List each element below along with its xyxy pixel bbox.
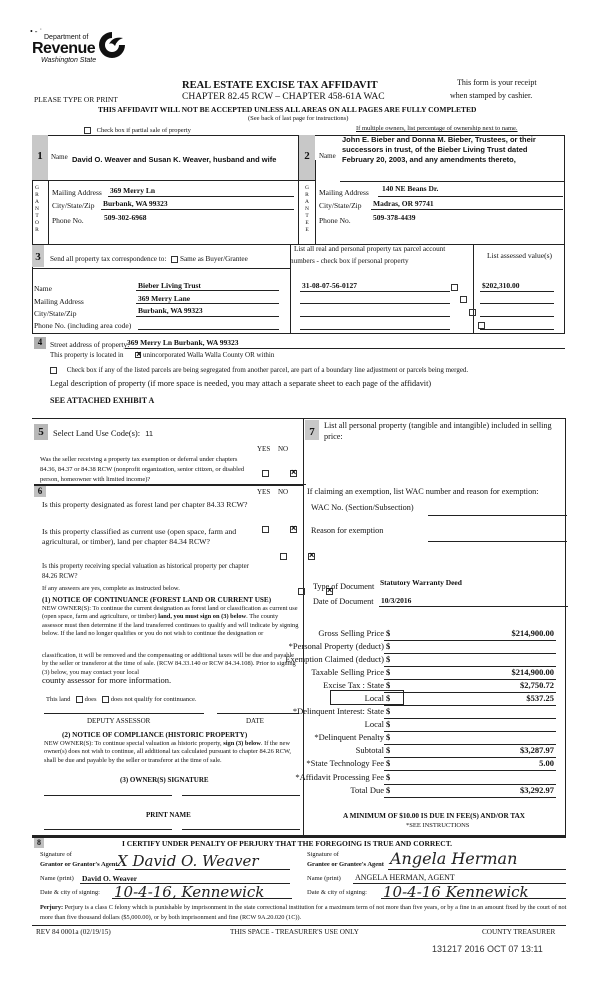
parcel-line: [300, 329, 450, 330]
same-as-grantee-checkbox[interactable]: [171, 256, 178, 263]
legal-label: Legal description of property (if more space is needed, you may attach a separate sheet to each page of the affidavit): [50, 379, 432, 388]
correspondence-label: Send all property tax correspondence to:: [50, 255, 167, 263]
notice1-p2: . The county assessor must then determine if the land transferred continues to qualify and will indicate by signing below. If the land no longer qualifies or you do not wish to continue the designation or: [42, 613, 299, 637]
fee-label: Subtotal: [355, 745, 384, 755]
notice1-title: (1) NOTICE OF CONTINUANCE (FOREST LAND OR CURRENT USE): [42, 596, 272, 604]
exemption-label: If claiming an exemption, list WAC number and reason for exemption:: [307, 487, 539, 496]
corr-phone-label: Phone No. (including area code): [34, 321, 132, 330]
fee-currency: $: [386, 628, 391, 638]
print-name-line-2[interactable]: [182, 829, 300, 830]
same-as-grantee-label: Same as Buyer/Grantee: [179, 255, 248, 263]
grantee-city[interactable]: Madras, OR 97741: [373, 199, 434, 208]
notice1-p3: classification, it will be removed and the compensating or additional taxes will be due and payable by the seller or transferor at the time of sale. (RCW 84.33.140 or RCW 84.34.108). Prior to signing (3) below, you may contact your local: [42, 652, 296, 676]
fee-line: [384, 770, 556, 771]
grantee-sig-label-1: Signature of: [307, 851, 339, 858]
grantor-city[interactable]: Burbank, WA 99323: [103, 199, 168, 208]
fee-currency: $: [386, 758, 391, 768]
personal-property-checkbox[interactable]: [451, 284, 458, 291]
section-3-number: 3: [35, 251, 41, 263]
grantee-date[interactable]: 10-4-16 Kennewick: [383, 883, 529, 901]
s6-question: Is this property classified as current use (open space, farm and agricultural, or timber), land per chapter 84.34 RCW?: [42, 527, 237, 546]
fee-currency: $: [386, 693, 391, 703]
grantee-phone-label: Phone No.: [319, 216, 351, 225]
s6-no-checkbox[interactable]: [290, 526, 297, 533]
s7-rule: [303, 484, 306, 485]
assessed-line: [480, 316, 554, 317]
notice1-p4: county assessor for more information.: [42, 675, 172, 685]
grantor-sig-label-2: Grantor or Grantor's Agent: [40, 861, 118, 868]
grantee-date-label: Date & city of signing:: [307, 889, 367, 896]
fee-value[interactable]: $3,287.97: [520, 745, 554, 755]
street-line: [125, 348, 565, 349]
grantee-side-letter: R: [305, 192, 309, 198]
grantee-name-print-label: Name (print): [307, 875, 341, 882]
grantee-side-letter: T: [305, 213, 309, 219]
street-value[interactable]: 369 Merry Ln Burbank, WA 99323: [127, 338, 239, 347]
fee-value[interactable]: $214,900.00: [511, 628, 554, 638]
partial-sale-label: Check box if partial sale of property: [96, 127, 191, 134]
logo-line1: Department of: [44, 34, 89, 41]
fee-label: Total Due: [350, 785, 384, 795]
grantor-side-letter: R: [35, 192, 39, 198]
personal-property-checkbox[interactable]: [478, 322, 485, 329]
fee-value[interactable]: $2,750.72: [520, 680, 554, 690]
grantee-sig-label-2: Grantee or Grantee's Agent: [307, 861, 384, 868]
qualify-does-checkbox[interactable]: [76, 696, 83, 703]
s6-yes-checkbox[interactable]: [280, 553, 287, 560]
parcel-header-1: List all real and personal property tax parcel account: [294, 245, 446, 253]
legal-value[interactable]: SEE ATTACHED EXHIBIT A: [50, 396, 155, 405]
section-7-number: 7: [309, 426, 315, 438]
treasurer-space: THIS SPACE - TREASURER'S USE ONLY: [230, 928, 359, 936]
grantor-city-label: City/State/Zip: [52, 201, 95, 210]
fee-row: [306, 732, 556, 745]
grantee-side-letter: E: [305, 220, 309, 226]
corr-name[interactable]: Bieber Living Trust: [138, 281, 201, 290]
wac-label: WAC No. (Section/Subsection): [311, 503, 414, 512]
land-use-label: [53, 428, 153, 438]
fee-line: [384, 797, 556, 798]
multiple-owners-note: If multiple owners, list percentage of ownership next to name.: [356, 125, 518, 132]
s6-question: Is this property designated as forest land per chapter 84.33 RCW?: [42, 500, 248, 509]
corr-mailing-label: Mailing Address: [34, 297, 84, 306]
fee-label: *Affidavit Processing Fee: [295, 772, 384, 782]
assessed-divider: [473, 244, 474, 334]
grantee-side-label: [303, 185, 311, 234]
date-label: DATE: [246, 717, 264, 725]
grantee-city-line: [371, 209, 563, 210]
grantee-phone[interactable]: 509-378-4439: [373, 213, 416, 222]
right-border: [565, 418, 566, 836]
grantor-side-letter: R: [35, 227, 39, 233]
notice2-p2: . If the new owner(s) does not wish to continue, all additional tax calculated pursuant to chapter 84.26 RCW, shall be due and payable by the seller or transferor at the time of sale.: [44, 740, 291, 764]
corr-name-label: Name: [34, 284, 52, 293]
minimum-note: A MINIMUM OF $10.00 IS DUE IN FEE(S) AND/OR TAX: [343, 812, 525, 820]
perjury-bold: Perjury:: [40, 904, 64, 911]
fee-label: Excise Tax : State: [323, 680, 384, 690]
located-row: [50, 351, 274, 359]
notice1-bold: land, you must sign on (3) below: [158, 613, 247, 621]
county-treasurer: COUNTY TREASURER: [482, 928, 556, 936]
logo-line3: Washington State: [41, 57, 97, 64]
fee-label: *Delinquent Interest: State: [292, 706, 384, 716]
receipt-note-2: when stamped by cashier.: [450, 91, 533, 100]
assessed-value[interactable]: $202,310.00: [482, 281, 520, 290]
grantor-side-label: [33, 185, 41, 234]
section-2-number: 2: [304, 150, 310, 162]
scan-specks: • - ˙: [30, 27, 43, 36]
grantor-date-label: Date & city of signing:: [40, 889, 100, 896]
grantor-sig-label-1: Signature of: [40, 851, 72, 858]
grantor-signature[interactable]: X David O. Weaver: [117, 852, 259, 870]
located-checkbox[interactable]: [135, 352, 141, 358]
grantee-sig-line: [388, 869, 566, 870]
corr-phone-line[interactable]: [138, 329, 279, 330]
fee-currency: $: [386, 654, 391, 664]
form-subtitle: CHAPTER 82.45 RCW – CHAPTER 458-61A WAC: [182, 92, 385, 102]
owner-sig-line-1[interactable]: [44, 795, 172, 796]
assessed-header: List assessed value(s): [487, 251, 552, 260]
parcel-number[interactable]: 31-08-07-56-0127: [302, 281, 357, 290]
assessed-line: [480, 303, 554, 304]
grantee-side-letter: A: [305, 199, 309, 205]
s6-yes-checkbox[interactable]: [298, 588, 305, 595]
grantee-city-label: City/State/Zip: [319, 201, 362, 210]
partial-sale-row: [84, 127, 191, 134]
s5-no-checkbox[interactable]: [290, 470, 297, 477]
grantee-signature[interactable]: Angela Herman: [390, 849, 518, 868]
grantor-mailing-label: Mailing Address: [52, 188, 102, 197]
grantor-name-print-label: Name (print): [40, 875, 74, 882]
grantee-header-rule: [299, 180, 315, 181]
fee-label: Local: [364, 693, 384, 703]
fee-currency: $: [386, 719, 391, 729]
located-label: This property is located in: [50, 351, 124, 359]
s5-yes-checkbox[interactable]: [262, 470, 269, 477]
s6-question: Is this property receiving special valuation as historical property per chapter 84.26 RCW?: [42, 563, 249, 580]
fee-value[interactable]: 5.00: [539, 758, 554, 768]
grantee-name-label: Name: [319, 152, 336, 160]
perjury-text: Perjury is a class C felony which is punishable by imprisonment in the state correctional institution for a maximum term of not more than five years, or by a fine in an amount fixed by the court of not more than five thousand dollars ($5,000.00), or by both imprisonment and fine (RCW 9A.20.020 (1C)).: [40, 904, 567, 921]
if-yes-note: If any answers are yes, complete as instructed below.: [42, 585, 180, 592]
grantee-top-rule: [340, 181, 565, 182]
fee-row: [306, 680, 556, 693]
s6-yes-checkbox[interactable]: [262, 526, 269, 533]
deputy-line[interactable]: [44, 713, 204, 714]
section-4-number: 4: [37, 337, 43, 347]
grantor-header-rule: [32, 180, 298, 181]
segregated-row: [50, 366, 468, 374]
parcel-header-2: numbers - check box if personal property: [290, 257, 409, 265]
notice1-p1: NEW OWNER(S): To continue the current designation as forest land or classification as current use (open space, farm and agriculture, or timber): [42, 605, 298, 621]
grantee-mailing-line: [378, 196, 563, 197]
perjury-note: [40, 903, 568, 923]
fee-label: Local: [364, 719, 384, 729]
segregated-checkbox[interactable]: [50, 367, 57, 374]
fee-label: Taxable Selling Price: [311, 667, 384, 677]
qualify-prefix: This land: [46, 696, 71, 703]
fee-value[interactable]: $3,292.97: [520, 785, 554, 795]
print-name-line-1[interactable]: [44, 829, 172, 830]
doc-type-label: Type of Document: [313, 582, 375, 591]
located-value: unincorporated Walla Walla County OR within: [142, 351, 275, 359]
s5-s6-rule: [34, 484, 303, 486]
fee-currency: $: [386, 706, 391, 716]
section-5-number: 5: [38, 426, 44, 438]
grantor-sig-line: [115, 869, 290, 870]
grantor-side-letter: O: [35, 220, 39, 226]
qualify-does-not-label: does not qualify for continuance.: [110, 696, 197, 703]
section-3-header-rule: [32, 268, 290, 269]
grantee-date-line: [381, 898, 566, 899]
corr-mailing[interactable]: 369 Merry Lane: [138, 294, 191, 303]
fee-row: [292, 706, 556, 719]
corr-city-line: [136, 316, 279, 317]
fee-row: [306, 785, 556, 798]
grantee-name-line-3: February 20, 2003, and any amendments thereto,: [342, 155, 516, 164]
owner-sig-label: (3) OWNER(S) SIGNATURE: [120, 776, 209, 784]
section-8-number: 8: [37, 838, 41, 847]
fee-currency: $: [386, 667, 391, 677]
fee-currency: $: [386, 641, 391, 651]
fee-label: Exemption Claimed (deduct): [285, 654, 384, 664]
cashier-stamp: 131217 2016 OCT 07 13:11: [432, 944, 543, 954]
section-6-number: 6: [37, 486, 43, 496]
fee-currency: $: [386, 745, 391, 755]
grantee-side-letter: E: [305, 227, 309, 233]
land-use-code[interactable]: 11: [145, 429, 154, 438]
qualify-row: [46, 696, 197, 703]
wac-line[interactable]: [428, 515, 567, 516]
logo-line2: Revenue: [32, 40, 96, 57]
grantor-side-letter: A: [35, 199, 39, 205]
section-1-number: 1: [37, 150, 43, 162]
parcel-line: [300, 303, 450, 304]
fee-value[interactable]: $214,900.00: [511, 667, 554, 677]
s6-yes-header: YES: [257, 488, 271, 496]
grantee-side-letter: N: [305, 206, 309, 212]
grantee-mailing-label: Mailing Address: [319, 188, 369, 197]
grantor-mailing-line: [108, 196, 294, 197]
reason-line[interactable]: [428, 541, 567, 542]
reason-label: Reason for exemption: [311, 526, 384, 535]
notice2-title: (2) NOTICE OF COMPLIANCE (HISTORIC PROPERTY): [62, 731, 248, 739]
fee-label: *Delinquent Penalty: [314, 732, 384, 742]
owner-sig-line-2[interactable]: [182, 795, 300, 796]
dor-swirl-icon: [97, 30, 127, 60]
grantee-side-letter: G: [305, 185, 309, 191]
parcel-line: [300, 291, 450, 292]
fee-label: *State Technology Fee: [306, 758, 384, 768]
grantor-phone-label: Phone No.: [52, 216, 84, 225]
notice2-bold: sign (3) below: [223, 740, 261, 747]
fee-currency: $: [386, 785, 391, 795]
grantor-side-letter: G: [35, 185, 39, 191]
fee-row: [306, 719, 556, 732]
segregated-label: Check box if any of the listed parcels are being segregated from another parcel, are part of a boundary line adjustment or parcels being merged.: [66, 366, 469, 374]
corr-mailing-line: [136, 303, 279, 304]
fee-currency: $: [386, 732, 391, 742]
land-use-label-text: Select Land Use Code(s):: [53, 428, 141, 438]
grantor-name-label: Name: [51, 153, 68, 161]
partial-sale-checkbox[interactable]: [84, 127, 91, 134]
fee-row: [295, 772, 556, 785]
grantor-name[interactable]: David O. Weaver and Susan K. Weaver, husband and wife: [72, 155, 277, 164]
fee-row: [306, 693, 556, 706]
grantor-city-line: [101, 209, 294, 210]
date-line[interactable]: [217, 713, 299, 714]
fee-row: [306, 758, 556, 771]
corr-city[interactable]: Burbank, WA 99323: [138, 306, 203, 315]
doc-date-label: Date of Document: [313, 597, 374, 606]
fee-row: [306, 745, 556, 758]
fee-row: [288, 641, 556, 654]
fee-currency: $: [386, 680, 391, 690]
footer-rule: [32, 925, 566, 926]
form-title: REAL ESTATE EXCISE TAX AFFIDAVIT: [182, 80, 378, 91]
grantee-name-print[interactable]: ANGELA HERMAN, AGENT: [355, 873, 455, 882]
grantor-side-rule: [48, 180, 49, 245]
grantor-name-print[interactable]: David O. Weaver: [82, 874, 138, 883]
section7-label: List all personal property (tangible and intangible) included in selling price:: [324, 421, 552, 441]
warning-text: THIS AFFIDAVIT WILL NOT BE ACCEPTED UNLESS ALL AREAS ON ALL PAGES ARE FULLY COMPLETED: [98, 105, 477, 114]
assessed-line: [480, 291, 554, 292]
doc-type[interactable]: Statutory Warranty Deed: [380, 578, 462, 587]
grantor-side-letter: T: [35, 213, 39, 219]
s5-no-header: NO: [278, 445, 289, 453]
corr-name-line: [136, 290, 279, 291]
notice2-p1: NEW OWNER(S): To continue special valuation as historic property,: [44, 740, 222, 747]
dor-logo: [32, 30, 132, 70]
grantor-date-line: [112, 898, 292, 899]
s5-question: Was the seller receiving a property tax exemption or deferral under chapters 84.36, 84.37 or 84.38 RCW (nonprofit organization, senior citizen, or disabled person, homeowner with limited income)?: [40, 456, 245, 483]
see-instructions: *SEE INSTRUCTIONS: [406, 822, 470, 829]
grantee-side-rule: [315, 160, 316, 245]
grantee-name-line-2: successors in trust, of the Bieber Living Trust dated: [342, 145, 528, 154]
parcel-line: [300, 316, 450, 317]
grantor-side-letter: N: [35, 206, 39, 212]
grantor-date[interactable]: 10-4-16, Kennewick: [114, 883, 265, 901]
section-8-rule: [32, 836, 566, 838]
s6-no-header: NO: [278, 488, 289, 496]
grantor-mailing[interactable]: 369 Merry Ln: [110, 186, 155, 195]
grantee-name-line-1: John E. Bieber and Donna M. Bieber, Trustees, or their: [342, 135, 536, 144]
fee-row: [306, 667, 556, 680]
notice1-body: [42, 605, 300, 638]
street-label: Street address of property:: [50, 340, 130, 349]
qualify-does-label: does: [84, 696, 97, 703]
please-print: PLEASE TYPE OR PRINT: [34, 95, 118, 104]
s5-yes-header: YES: [257, 445, 271, 453]
fee-label: Gross Selling Price: [318, 628, 384, 638]
deputy-label: DEPUTY ASSESSOR: [87, 717, 151, 725]
form-id: REV 84 0001a (02/19/15): [36, 928, 111, 936]
certify-statement: I CERTIFY UNDER PENALTY OF PERJURY THAT THE FOREGOING IS TRUE AND CORRECT.: [122, 839, 453, 848]
personal-property-checkbox[interactable]: [469, 309, 476, 316]
instructions-note: (See back of last page for instructions): [248, 115, 349, 122]
s6-no-checkbox[interactable]: [308, 553, 315, 560]
doc-date-line: [379, 606, 568, 607]
doc-date[interactable]: 10/3/2016: [381, 596, 412, 605]
correspondence-label-row: [50, 255, 248, 263]
fee-row: [306, 628, 556, 641]
fee-value[interactable]: $537.25: [526, 693, 554, 703]
grantee-mailing[interactable]: 140 NE Beans Dr.: [382, 184, 439, 193]
assessed-line: [480, 329, 554, 330]
fee-label: *Personal Property (deduct): [288, 641, 384, 651]
print-name-label: PRINT NAME: [146, 811, 191, 819]
grantor-phone[interactable]: 509-302-6968: [104, 213, 147, 222]
notice2-body: [44, 740, 296, 765]
qualify-does-not-checkbox[interactable]: [102, 696, 109, 703]
personal-property-checkbox[interactable]: [460, 296, 467, 303]
corr-city-label: City/State/Zip: [34, 309, 77, 318]
fee-row: [285, 654, 556, 667]
receipt-note-1: This form is your receipt: [457, 78, 537, 87]
grantee-name[interactable]: [342, 135, 536, 165]
fee-currency: $: [386, 772, 391, 782]
